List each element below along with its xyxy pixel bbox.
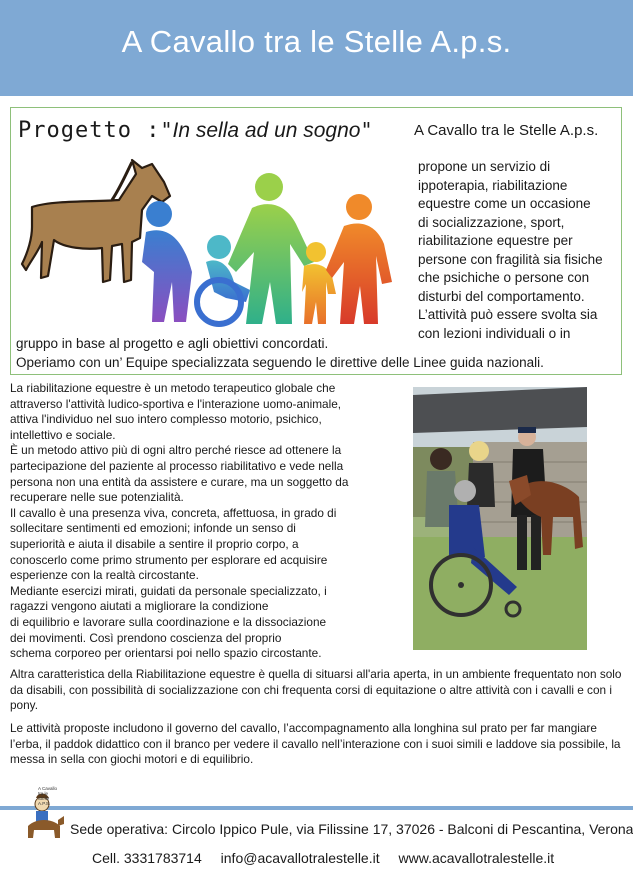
outdoor-paragraph: Altra caratteristica della Riabilitazione equestre è quella di situarsi all'aria aperta, in un ambiente frequentato non solo da disabili, con possibilità di socializzazione con chi frequenta corsi di equitazione o altre attività con i cavalli e con i pony. (10, 667, 622, 713)
header-banner (0, 0, 633, 96)
website-link[interactable]: www.acavallotralestelle.it (398, 850, 555, 866)
equipe-statement: Operiamo con un’ Equipe specializzata seguendo le direttive delle Linee guida nazionali. (16, 355, 544, 370)
activities-paragraph: Le attività proposte includono il governo del cavallo, l’accompagnamento alla longhina sul prato per far mangiare l’erba, il paddok didattico con il branco per vedere il cavallo nell’interazione con i suoi simili e laddove sia possibile, la messa in sella con giochi motori e di equilibrio. (10, 721, 621, 767)
contacts-row (92, 850, 569, 866)
logo-text: A Cavallo tra le Stelle A.P.S. (38, 786, 58, 806)
child-yellow-icon (302, 242, 336, 324)
person-blue-icon (142, 201, 192, 322)
project-description: propone un servizio di ippoterapia, riabilitazione equestre come un occasione di socializzazione, sport, riabilitazione equestre per persone con fragilità sia fisiche che psichiche o persone con disturbi del comportamento. L’attività può essere svolta sia con lezioni individuali o in (418, 159, 603, 341)
sede-address: Sede operativa: Circolo Ippico Pule, via Filissine 17, 37026 - Balconi di Pescantina, Verona (70, 821, 633, 837)
email-link[interactable]: info@acavallotralestelle.it (220, 850, 380, 866)
project-continuation: gruppo in base al progetto e agli obiettivi concordati. Operiamo con un’ Equipe specializzata seguendo le direttive delle Linee guida nazionali. (16, 334, 616, 372)
phone-number: Cell. 3331783714 (92, 850, 202, 866)
project-title: Progetto :"In sella ad un sogno" (18, 118, 373, 143)
association-name: A Cavallo tra le Stelle A.p.s. (414, 122, 599, 139)
person-orange-icon (326, 194, 392, 324)
page-title: A Cavallo tra le Stelle A.p.s. (121, 24, 512, 59)
therapy-description: La riabilitazione equestre è un metodo terapeutico globale che attraverso l'attività ludico-sportiva e l'interazione uomo-animale, attiva l'individuo nel suo intero complesso motorio, psichico, intellettivo e sociale. È un metodo attivo più di ogni altro perché riesce ad ottenere la partecipazione del paziente al processo riabilitativo e vede nella persona non una entità da assistere e curare, ma un soggetto da recuperare nelle sue potenzialità. Il cavallo è una presenza viva, concreta, affettuosa, in grado di sollecitare sentimenti ed emozioni; infonde un senso di superiorità e aiuta il disabile a sentire il proprio corpo, a conoscerlo come primo strumento per esplorare ed acquisire esperienze con la realtà circostante. Mediante esercizi mirati, guidati da personale specializzato, i ragazzi vengono aiutati a migliorare la condizione di equilibrio e lavorare sulla coordinazione e la dissociazione dei movimenti. Così prendono coscienza del proprio schema corporeo per orientarsi poi nello spazio circostante. (10, 381, 349, 661)
project-label: Progetto : (18, 118, 161, 143)
horse-and-people-illustration (14, 152, 400, 332)
therapy-photo (413, 387, 587, 650)
footer-divider (0, 806, 633, 810)
project-name: In sella ad un sogno (172, 119, 361, 142)
